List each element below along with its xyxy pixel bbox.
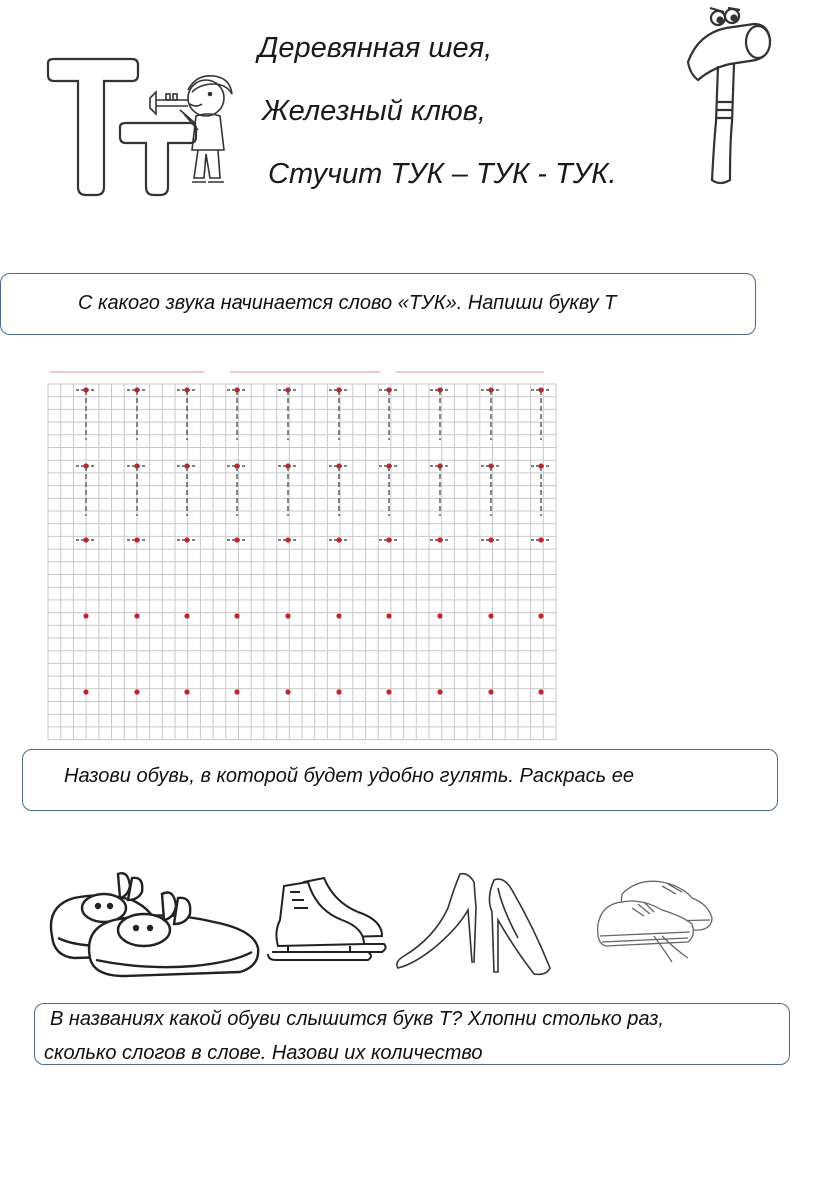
guide-dot (386, 613, 391, 618)
guide-dot (386, 537, 391, 542)
guide-dot (83, 613, 88, 618)
guide-dot (285, 537, 290, 542)
task-3-line-1: В названиях какой обуви слышится букв Т? Хлопни столько раз, (50, 1008, 664, 1030)
guide-dot (437, 689, 442, 694)
guide-dot (83, 689, 88, 694)
slippers-icon[interactable] (44, 866, 260, 981)
poem-line-3: Стучит ТУК – ТУК - ТУК. (268, 158, 617, 190)
guide-dot (488, 613, 493, 618)
task-2-text: Назови обувь, в которой будет удобно гулять. Раскрась ее (64, 765, 634, 787)
guide-dot (437, 537, 442, 542)
guide-dot (134, 537, 139, 542)
guide-dot (234, 689, 239, 694)
guide-dot (336, 689, 341, 694)
guide-dot (134, 689, 139, 694)
guide-dot (538, 689, 543, 694)
guide-dot (83, 537, 88, 542)
guide-dot (336, 613, 341, 618)
guide-dot (184, 613, 189, 618)
guide-dot (538, 613, 543, 618)
poem-line-1: Деревянная шея, (258, 32, 493, 64)
guide-dot (488, 537, 493, 542)
sneakers-icon[interactable] (592, 874, 716, 964)
ice-skates-icon[interactable] (264, 872, 390, 966)
guide-dot (538, 537, 543, 542)
high-heels-icon[interactable] (394, 868, 554, 978)
guide-dot (336, 537, 341, 542)
task-3-line-2: сколько слогов в слове. Назови их количество (44, 1042, 483, 1064)
guide-dot (285, 689, 290, 694)
guide-dot (234, 537, 239, 542)
task-1-text: С какого звука начинается слово «ТУК». Напиши букву Т (78, 292, 617, 314)
guide-dot (234, 613, 239, 618)
hammer-icon (668, 2, 778, 187)
guide-dot (184, 689, 189, 694)
guide-dot (134, 613, 139, 618)
trumpet-boy-icon (148, 70, 248, 190)
guide-dot (437, 613, 442, 618)
guide-dot (285, 613, 290, 618)
writing-practice-grid[interactable] (44, 368, 556, 740)
guide-dot (184, 537, 189, 542)
guide-dot (386, 689, 391, 694)
guide-dot (488, 689, 493, 694)
poem-line-2: Железный клюв, (262, 95, 486, 127)
